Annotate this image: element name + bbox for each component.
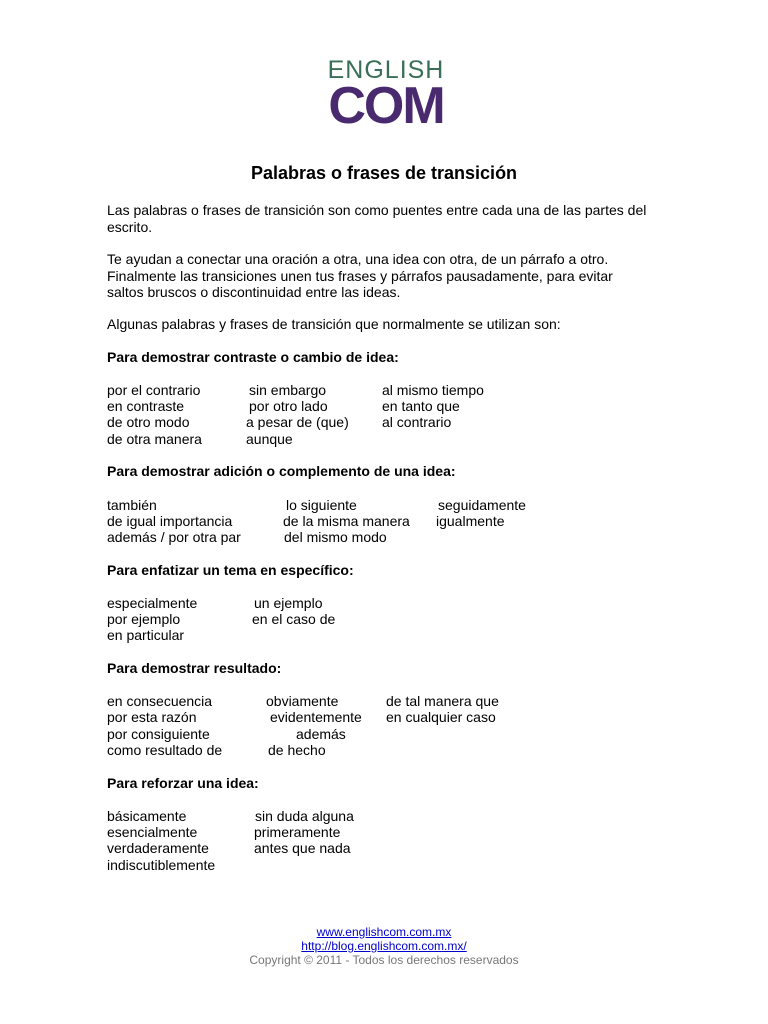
list-item: del mismo modo	[284, 529, 387, 545]
list-item: de hecho	[268, 742, 326, 758]
list-item: obviamente	[266, 693, 339, 709]
list-item: por esta razón	[107, 709, 197, 725]
list-item: en cualquier caso	[386, 709, 496, 725]
list-item: en tanto que	[382, 398, 460, 414]
logo-com-text: COM	[328, 77, 444, 135]
list-item: en el caso de	[252, 611, 336, 627]
section-heading-resultado: Para demostrar resultado:	[107, 660, 282, 676]
list-item: como resultado de	[107, 742, 223, 758]
list-item: sin embargo	[249, 382, 327, 398]
blog-link[interactable]: http://blog.englishcom.com.mx/	[301, 939, 467, 953]
list-item: de igual importancia	[107, 513, 233, 529]
list-item: en contraste	[107, 398, 185, 414]
list-item: de otro modo	[107, 414, 190, 430]
list-item: por otro lado	[249, 398, 328, 414]
list-item: básicamente	[107, 808, 187, 824]
intro-paragraph-1: Las palabras o frases de transición son como puentes entre cada una de las partes del escrito.	[107, 202, 647, 235]
list-item: de tal manera que	[386, 693, 499, 709]
list-item: un ejemplo	[254, 595, 323, 611]
section-heading-adicion: Para demostrar adición o complemento de una idea:	[107, 463, 456, 479]
logo-english-text: ENGLISH	[327, 56, 445, 84]
intro-paragraph-2: Te ayudan a conectar una oración a otra, una idea con otra, de un párrafo a otro. Finalmente las transiciones unen tus frases y párrafos pausadamente, para evitar saltos bruscos o discontinuidad entre las ideas.	[107, 251, 613, 300]
list-item: además	[296, 726, 346, 742]
intro-paragraph-3: Algunas palabras y frases de transición que normalmente se utilizan son:	[107, 316, 561, 332]
list-item: de la misma manera	[283, 513, 410, 529]
list-item: sin duda alguna	[255, 808, 354, 824]
list-item: al contrario	[382, 414, 452, 430]
englishcom-logo	[316, 56, 456, 135]
list-item: a pesar de (que)	[246, 414, 349, 430]
section-heading-enfatizar: Para enfatizar un tema en específico:	[107, 562, 354, 578]
list-item: en consecuencia	[107, 693, 213, 709]
copyright-text: Copyright © 2011 - Todos los derechos reservados	[249, 953, 519, 967]
section-heading-reforzar: Para reforzar una idea:	[107, 775, 259, 791]
list-item: por ejemplo	[107, 611, 181, 627]
website-link[interactable]: www.englishcom.com.mx	[316, 925, 452, 939]
list-item: de otra manera	[107, 431, 202, 447]
list-item: evidentemente	[270, 709, 362, 725]
footer-website	[0, 926, 768, 939]
list-item: verdaderamente	[107, 840, 209, 856]
list-item: por consiguiente	[107, 726, 210, 742]
page-title: Palabras o frases de transición	[250, 163, 518, 183]
list-item: primeramente	[254, 824, 341, 840]
list-item: esencialmente	[107, 824, 198, 840]
list-item: además / por otra par	[107, 529, 241, 545]
list-item: seguidamente	[438, 497, 526, 513]
list-item: en particular	[107, 627, 185, 643]
list-item: también	[107, 497, 157, 513]
list-item: por el contrario	[107, 382, 201, 398]
section-heading-contraste: Para demostrar contraste o cambio de idea:	[107, 349, 399, 365]
list-item: igualmente	[436, 513, 505, 529]
footer-blog	[0, 940, 768, 953]
list-item: al mismo tiempo	[382, 382, 484, 398]
list-item: especialmente	[107, 595, 198, 611]
list-item: indiscutiblemente	[107, 857, 216, 873]
list-item: lo siguiente	[286, 497, 357, 513]
list-item: aunque	[246, 431, 293, 447]
list-item: antes que nada	[254, 840, 351, 856]
